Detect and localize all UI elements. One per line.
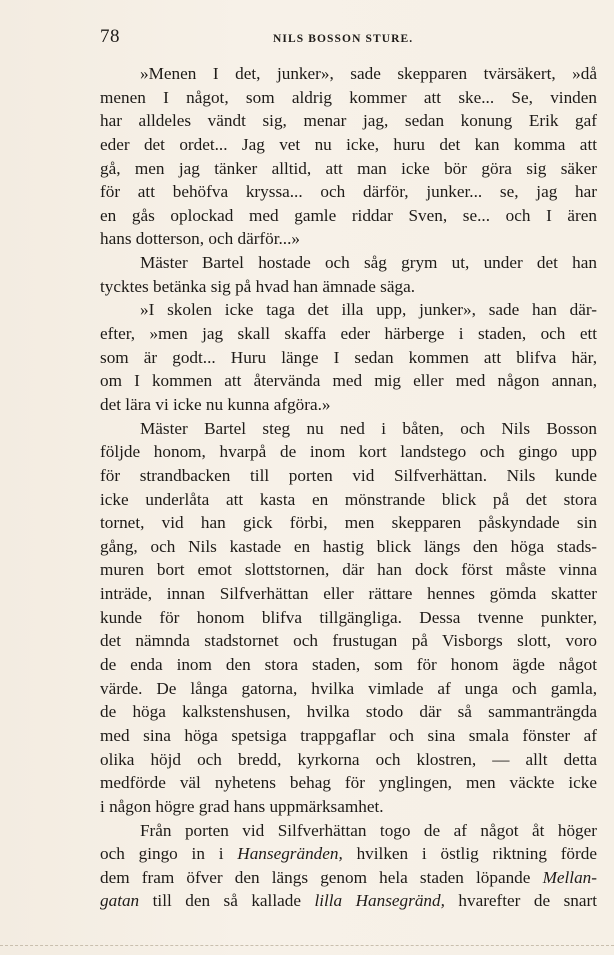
text-line: i någon högre grad hans uppmärksamhet.: [100, 796, 384, 816]
text-line: tornet, vid han gick förbi, men skepparen påskyndade sin: [100, 513, 597, 533]
text-line: menen I något, som aldrig kommer att ske... Se, vinden: [100, 87, 597, 107]
italic-street-name: lilla Hansegränd,: [314, 891, 445, 911]
text-line: inträde, innan Silfverhättan eller rättare hennes gömda skatter: [100, 584, 597, 604]
italic-place-name: Hansegränden,: [237, 844, 343, 864]
text-line: har alldeles vändt sig, menar jag, sedan konung Erik gaf: [100, 111, 597, 131]
text-line: [100, 842, 597, 866]
text-line: för att behöfva kryssa... och därför, junker... se, jag har: [100, 182, 597, 202]
text-line: hans dotterson, och därför...»: [100, 229, 300, 249]
text-line: en gås oplockad med gamle riddar Sven, se... och I ären: [100, 205, 597, 225]
italic-street-name: gatan: [100, 891, 140, 911]
text-line: gång, och Nils kastade en hastig blick längs den höga stads-: [100, 536, 597, 556]
text-line: icke underlåta att kasta en mönstrande blick på det stora: [100, 489, 597, 509]
text-run: dem fram öfver den längs genom hela staden löpande: [100, 867, 543, 887]
text-run: hvilken i östlig riktning förde: [342, 844, 597, 864]
text-line: för strandbacken till porten vid Silfverhättan. Nils kunde: [100, 465, 597, 485]
text-line: det nämnda stadstornet och frustugan på Visborgs slott, voro: [100, 631, 597, 651]
text-run: hvarefter de snart: [444, 891, 598, 911]
text-line: efter, »men jag skall skaffa eder härberge i staden, och ett: [100, 324, 597, 344]
text-line: [100, 866, 597, 890]
running-title: NILS BOSSON STURE.: [273, 33, 414, 45]
text-line: om I kommen att återvända med mig eller med någon annan,: [100, 371, 597, 391]
text-line: Från porten vid Silfverhättan togo de af något åt höger: [140, 820, 597, 840]
text-line: som är godt... Huru länge I sedan kommen att blifva här,: [100, 347, 597, 367]
text-line: följde honom, hvarpå de inom kort landstego och gingo upp: [100, 442, 597, 462]
text-line: [100, 889, 597, 913]
text-line: Mäster Bartel hostade och såg grym ut, under det han: [140, 253, 597, 273]
text-line: värde. De långa gatorna, hvilka vimlade af unga och gamla,: [100, 678, 597, 698]
body-text: [100, 62, 597, 913]
text-line: de enda inom den stora staden, som för honom ägde något: [100, 655, 597, 675]
text-line: eder det ordet... Jag vet nu icke, huru det kan komma att: [100, 134, 597, 154]
text-run: och gingo in i: [100, 844, 238, 864]
text-line: »Menen I det, junker», sade skepparen tvärsäkert, »då: [140, 64, 597, 83]
page-number: 78: [100, 26, 120, 47]
text-line: Mäster Bartel steg nu ned i båten, och Nils Bosson: [140, 418, 597, 438]
text-line: tycktes betänka sig på hvad han ämnade säga.: [100, 276, 415, 296]
text-line: »I skolen icke taga det illa upp, junker», sade han där-: [140, 300, 597, 320]
text-line: kunde för honom blifva tillgängliga. Dessa tvenne punkter,: [100, 607, 597, 627]
text-line: gå, men jag tänker alltid, att man icke bör göra sig säker: [100, 158, 597, 178]
italic-street-name: Mellan-: [542, 867, 597, 887]
page-header: [100, 26, 596, 50]
text-line: med sina höga spetsiga trappgaflar och sina smala fönster af: [100, 725, 597, 745]
text-line: det lära vi icke nu kunna afgöra.»: [100, 394, 331, 414]
text-line: muren bort emot slottstornen, där han dock först måste vinna: [100, 560, 597, 580]
text-line: medförde väl nyhetens behag för ynglingen, men väckte icke: [100, 773, 597, 793]
text-run: till den så kallade: [139, 891, 315, 911]
text-line: de höga kalkstenshusen, hvilka stodo där så sammanträngda: [100, 702, 597, 722]
text-line: olika höjd och bredd, kyrkorna och klostren, — allt detta: [100, 749, 597, 769]
page-bottom-edge: [0, 945, 614, 947]
